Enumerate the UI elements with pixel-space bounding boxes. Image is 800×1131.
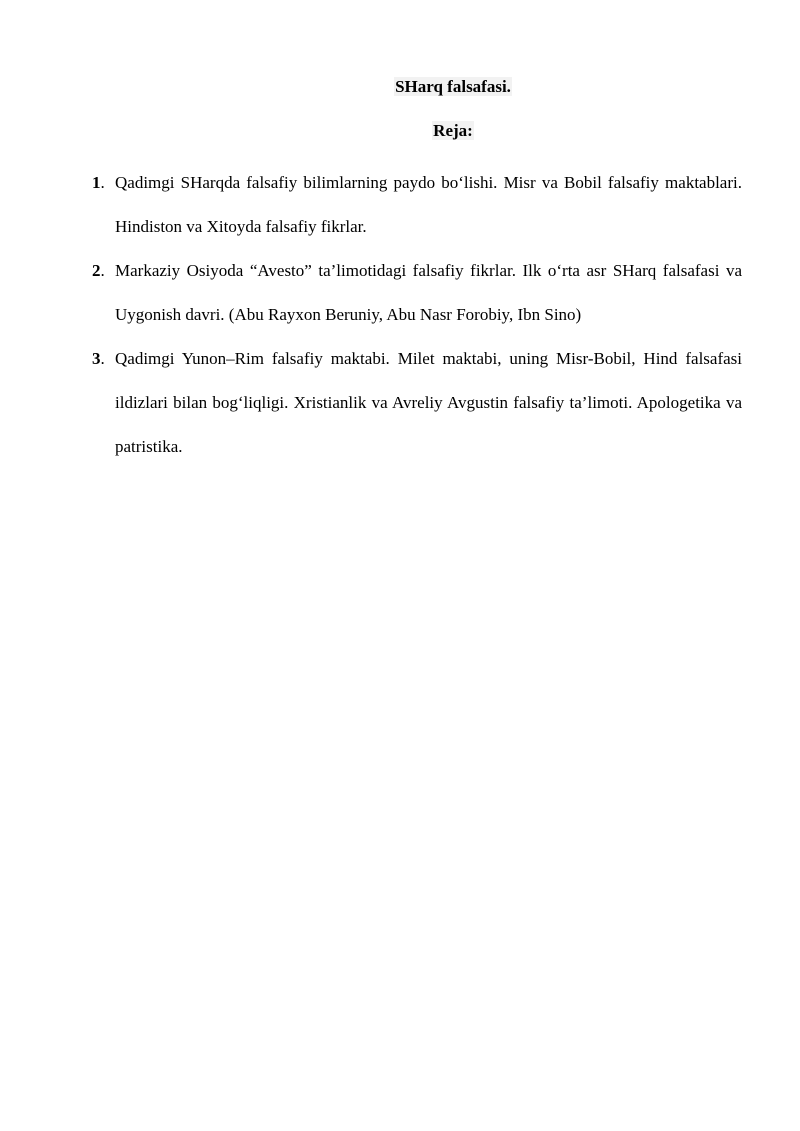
plan-item-text: Markaziy Osiyoda “Avesto” ta’limotidagi falsafiy fikrlar. Ilk o‘rta asr SHarq falsafasi va Uygonish davri. (Abu Rayxon Beruniy, Abu Nasr Forobiy, Ibn Sino) [115, 261, 742, 324]
plan-item [92, 161, 742, 249]
document-title [0, 76, 800, 98]
plan-item-number: 3. [92, 349, 105, 368]
plan-item [92, 337, 742, 469]
plan-item-text: Qadimgi Yunon–Rim falsafiy maktabi. Milet maktabi, uning Misr-Bobil, Hind falsafasi ildizlari bilan bog‘liqligi. Xristianlik va Avreliy Avgustin falsafiy ta’limoti. Apologetika va patristika. [115, 349, 742, 456]
plan-item-number: 2. [92, 261, 105, 280]
plan-item-number: 1. [92, 173, 105, 192]
plan-item [92, 249, 742, 337]
plan-heading [0, 120, 800, 142]
plan-list [92, 161, 742, 469]
document-title-text: SHarq falsafasi. [395, 77, 511, 96]
plan-item-text: Qadimgi SHarqda falsafiy bilimlarning paydo bo‘lishi. Misr va Bobil falsafiy maktablari. Hindiston va Xitoyda falsafiy fikrlar. [115, 173, 742, 236]
plan-heading-text: Reja: [433, 121, 473, 140]
